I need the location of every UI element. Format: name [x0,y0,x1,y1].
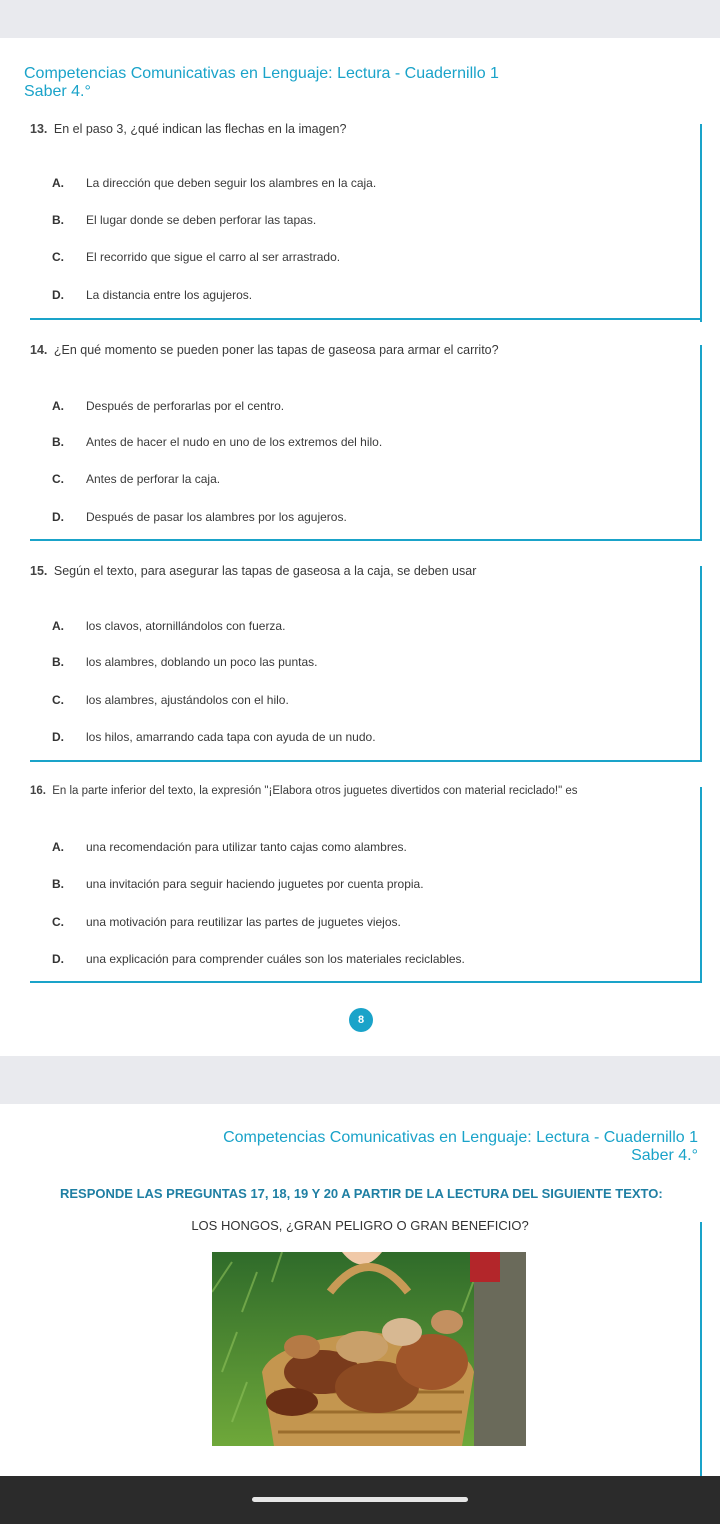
mushroom-basket-photo [212,1252,526,1446]
option-letter: B. [52,655,64,669]
option-d[interactable] [52,952,465,966]
option-text: La dirección que deben seguir los alambres en la caja. [86,176,377,190]
option-letter: D. [52,952,64,966]
option-text: Antes de perforar la caja. [86,472,221,486]
option-text: El lugar donde se deben perforar las tapas. [86,213,317,227]
option-text: una recomendación para utilizar tanto cajas como alambres. [86,840,407,854]
option-a[interactable] [52,399,284,413]
option-text: los alambres, doblando un poco las puntas. [86,655,318,669]
option-text: los hilos, amarrando cada tapa con ayuda de un nudo. [86,730,376,744]
reading-title: LOS HONGOS, ¿GRAN PELIGRO O GRAN BENEFICIO? [191,1218,529,1233]
question-number: 16. [30,785,46,797]
option-b[interactable] [52,655,318,669]
option-letter: B. [52,435,64,449]
question-number: 13. [30,122,48,136]
option-text: Antes de hacer el nudo en uno de los extremos del hilo. [86,435,383,449]
question-stem [30,785,578,797]
option-b[interactable] [52,435,382,449]
home-indicator[interactable] [252,1497,468,1502]
question-border-bottom [30,318,702,320]
option-text: una motivación para reutilizar las partes de juguetes viejos. [86,915,401,929]
option-text: los alambres, ajustándolos con el hilo. [86,693,289,707]
question-border-right [700,566,702,762]
option-letter: A. [52,399,64,413]
question-text: En el paso 3, ¿qué indican las flechas en la imagen? [53,122,347,136]
option-letter: A. [52,176,64,190]
exam-page-1 [0,38,720,1056]
question-border-right [700,124,702,322]
option-d[interactable] [52,730,376,744]
question-border-bottom [30,539,702,541]
option-c[interactable] [52,472,220,486]
option-letter: B. [52,877,64,891]
option-d[interactable] [52,288,252,302]
option-letter: D. [52,730,64,744]
page-number-badge: 8 [349,1008,373,1032]
question-stem [30,564,476,578]
option-letter: D. [52,510,64,524]
option-letter: C. [52,915,64,929]
question-border-bottom [30,981,702,983]
question-stem [30,343,499,357]
option-letter: B. [52,213,64,227]
question-border-right [700,345,702,541]
page-header-title: Competencias Comunicativas en Lenguaje: Lectura - Cuadernillo 1 [24,65,499,82]
question-text: ¿En qué momento se pueden poner las tapas de gaseosa para armar el carrito? [53,343,499,357]
question-border-right [700,787,702,983]
option-text: una explicación para comprender cuáles son los materiales reciclables. [86,952,465,966]
question-number: 14. [30,343,48,357]
question-stem [30,122,346,136]
option-a[interactable] [52,840,407,854]
option-text: los clavos, atornillándolos con fuerza. [86,619,286,633]
option-text: El recorrido que sigue el carro al ser arrastrado. [86,250,341,264]
option-text: una invitación para seguir haciendo juguetes por cuenta propia. [86,877,424,891]
option-c[interactable] [52,693,289,707]
instruction-text: RESPONDE LAS PREGUNTAS 17, 18, 19 Y 20 A PARTIR DE LA LECTURA DEL SIGUIENTE TEXTO: [60,1186,663,1201]
page-header-grade: Saber 4.° [24,83,91,100]
option-a[interactable] [52,619,285,633]
reading-border-right [700,1222,702,1476]
page-header-grade: Saber 4.° [631,1147,698,1164]
option-d[interactable] [52,510,347,524]
question-text: En la parte inferior del texto, la expresión "¡Elabora otros juguetes divertidos con material reciclado!" es [52,785,578,797]
option-b[interactable] [52,213,316,227]
option-letter: A. [52,619,64,633]
option-c[interactable] [52,250,340,264]
option-letter: D. [52,288,64,302]
question-number: 15. [30,564,48,578]
option-letter: A. [52,840,64,854]
option-text: Después de perforarlas por el centro. [86,399,285,413]
option-text: Después de pasar los alambres por los agujeros. [86,510,347,524]
option-b[interactable] [52,877,424,891]
exam-page-2 [0,1104,720,1476]
question-text: Según el texto, para asegurar las tapas de gaseosa a la caja, se deben usar [53,564,477,578]
option-letter: C. [52,250,64,264]
page-header-title: Competencias Comunicativas en Lenguaje: Lectura - Cuadernillo 1 [223,1129,698,1146]
question-border-bottom [30,760,702,762]
option-letter: C. [52,693,64,707]
option-a[interactable] [52,176,376,190]
option-c[interactable] [52,915,401,929]
option-text: La distancia entre los agujeros. [86,288,253,302]
option-letter: C. [52,472,64,486]
